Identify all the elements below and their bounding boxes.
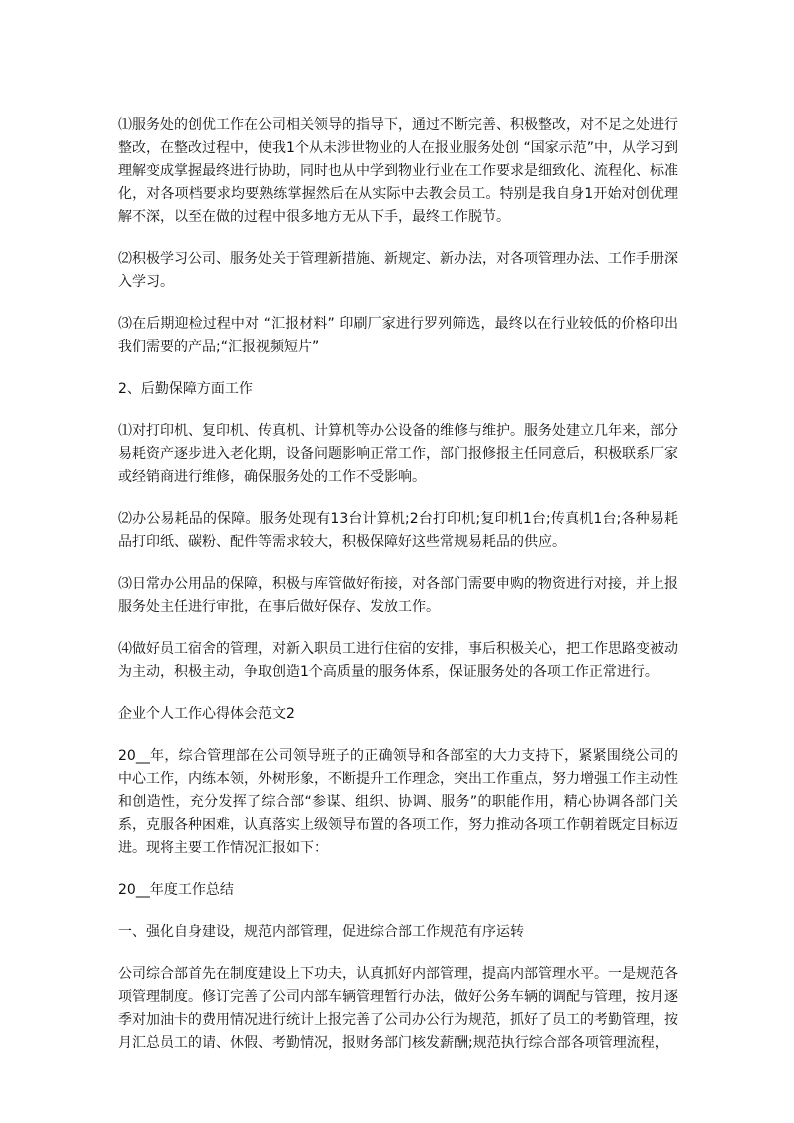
paragraph-office-supplies: ⑶日常办公用品的保障，积极与库管做好衔接，对各部门需要申购的物资进行对接，并上报服务处主任进行审批，在事后做好保存、发放工作。 — [118, 576, 678, 615]
paragraph-service-excellence: ⑴服务处的创优工作在公司相关领导的指导下，通过不断完善、积极整改，对不足之处进行整改，在整改过程中，使我1个从未涉世物业的人在报业服务处创 “国家示范”中，从学习到理解变成掌握最终进行协助，同时也从中学到物业行业在工作要求是细致化、流程化、标准化，对各项档要求均要熟练掌握然后在从实际中去教会员工。特别是我自身1开始对创优理解不深，以至在做的过程中很多地方无从下手，最终工作脱节。 — [118, 117, 678, 225]
document-body — [118, 114, 678, 1074]
section-heading-self-construction: 一、强化自身建设，规范内部管理，促进综合部工作规范有序运转 — [118, 924, 524, 940]
section-heading-logistics: 2、后勤保障方面工作 — [118, 381, 253, 397]
paragraph-annual-intro: 20__年，综合管理部在公司领导班子的正确领导和各部室的大力支持下，紧紧围绕公司的中心工作，内练本领，外树形象，不断提升工作理念，突出工作重点，努力增强工作主动性和创造性，充分发挥了综合部“参谋、组织、协调、服务”的职能作用，精心协调各部门关系，克服各种困难，认真落实上级领导布置的各项工作，努力推动各项工作朝着既定目标迈进。现将主要工作情况汇报如下： — [118, 748, 678, 856]
section-heading-annual-summary: 20__年度工作总结 — [118, 882, 234, 898]
paragraph-equipment-maintenance: ⑴对打印机、复印机、传真机、计算机等办公设备的维修与维护。服务处建立几年来，部分易耗资产逐步进入老化期，设备问题影响正常工作，部门报修报主任同意后，积极联系厂家或经销商进行维修，确保服务处的工作不受影响。 — [118, 423, 678, 485]
paragraph-study-regulations: ⑵积极学习公司、服务处关于管理新措施、新规定、新办法，对各项管理办法、工作手册深入学习。 — [118, 251, 678, 290]
paragraph-dormitory: ⑷做好员工宿舍的管理，对新入职员工进行住宿的安排，事后积极关心，把工作思路变被动为主动，积极主动，争取创造1个高质量的服务体系，保证服务处的各项工作正常进行。 — [118, 641, 678, 680]
paragraph-inspection-materials: ⑶在后期迎检过程中对 “汇报材料” 印刷厂家进行罗列筛选，最终以在行业较低的价格印出我们需要的产品;“汇报视频短片” — [118, 316, 678, 355]
article-title-2: 企业个人工作心得体会范文2 — [118, 706, 295, 722]
paragraph-consumables: ⑵办公易耗品的保障。服务处现有13台计算机;2台打印机;复印机1台;传真机1台;各种易耗品打印纸、碳粉、配件等需求较大，积极保障好这些常规易耗品的供应。 — [118, 511, 678, 550]
paragraph-internal-management: 公司综合部首先在制度建设上下功夫，认真抓好内部管理，提高内部管理水平。一是规范各项管理制度。修订完善了公司内部车辆管理暂行办法，做好公务车辆的调配与管理，按月逐季对加油卡的费用情况进行统计上报完善了公司办公行为规范，抓好了员工的考勤管理，按月汇总员工的请、休假、考勤情况，报财务部门核发薪酬;规范执行综合部各项管理流程， — [118, 966, 678, 1051]
